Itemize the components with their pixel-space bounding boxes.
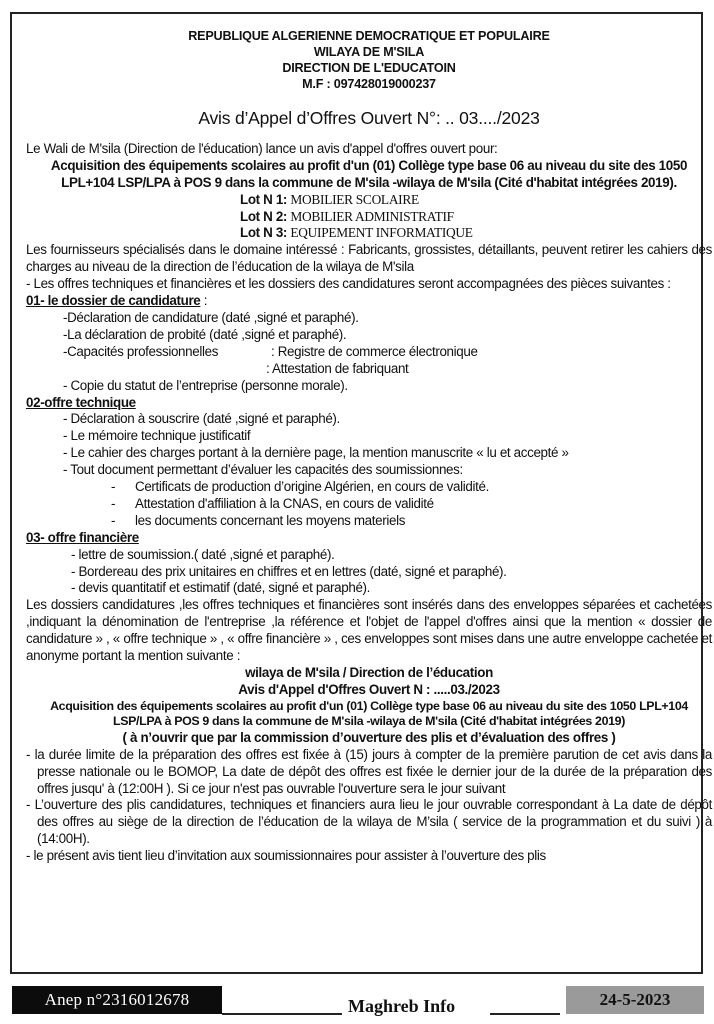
section-heading: 01- le dossier de candidature [26, 293, 201, 309]
lot-3 [26, 225, 712, 242]
list-item: - Bordereau des prix unitaires en chiffres et en lettres (daté, signé et paraphé). [71, 563, 507, 579]
colon: : [200, 293, 208, 309]
list-item: - Le cahier des charges portant à la dernière page, la mention manuscrite « lu et accepté » [63, 445, 569, 461]
header-line: M.F : 097428019000237 [302, 77, 436, 91]
term-deadline: - la durée limite de la préparation des offres est fixée à (15) jours à compter de la première parution de cet avis dans la presse nationale ou le BOMOP, La date de dépôt des offres est fixée le dernier jour de la durée de la préparation des offres jusqu' à (12:00H ). Si ce jour n'est pas ouvrable l'ouverture sera le jour suivant [26, 746, 712, 796]
lot-2 [26, 209, 712, 226]
header-line: REPUBLIQUE ALGERIENNE DEMOCRATIQUE ET POPULAIRE [188, 29, 550, 43]
mention-line-1: wilaya de M'sila / Direction de l’éducation [245, 665, 493, 680]
dash: - [111, 495, 116, 511]
lot-label: Lot N 2: [240, 208, 288, 224]
lot-1 [26, 192, 712, 209]
sub-list-item [26, 496, 712, 513]
publication-date: 24-5-2023 [566, 986, 704, 1014]
sub-item-text: les documents concernant les moyens materiels [135, 512, 406, 528]
mention-line-2: Avis d'Appel d'Offres Ouvert N : .....03./2023 [238, 681, 500, 697]
sub-item-text: Attestation d'affiliation à la CNAS, en cours de validité [135, 495, 434, 511]
intro: Le Wali de M'sila (Direction de l'éducation) lance un avis d'appel d'offres ouvert pour: [26, 140, 498, 156]
list-item: - Le mémoire technique justificatif [63, 428, 251, 444]
header-line: WILAYA DE M'SILA [313, 45, 425, 59]
section-technical-heading: 02-offre technique [26, 394, 136, 410]
list-item: - Déclaration à souscrire (daté ,signé et paraphé). [63, 411, 340, 427]
capacities-value: : Registre de commerce électronique [271, 343, 478, 359]
mention-notice: ( à n’ouvrir que par la commission d’ouverture des plis et d’évaluation des offres ) [122, 729, 616, 745]
footer [0, 984, 714, 1024]
dash: - [111, 512, 116, 528]
header [26, 28, 712, 92]
lot-label: Lot N 1: [240, 191, 288, 207]
list-item [26, 344, 712, 361]
header-line: DIRECTION DE L'EDUCATOIN [282, 61, 456, 75]
section-candidature-heading [26, 293, 712, 310]
list-item: - lettre de soumission.( daté ,signé et paraphé). [71, 546, 335, 562]
lot-value: EQUIPEMENT INFORMATIQUE [290, 225, 473, 241]
lot-value: MOBILIER SCOLAIRE [290, 191, 419, 207]
notice-frame [10, 12, 712, 974]
publication-name: Maghreb Info [348, 996, 456, 1016]
sub-list-item [26, 513, 712, 530]
lot-value: MOBILIER ADMINISTRATIF [290, 208, 454, 224]
sub-list-item [26, 479, 712, 496]
sub-item-text: Certificats de production d’origine Algérien, en cours de validité. [135, 479, 489, 495]
term-invitation: - le présent avis tient lieu d’invitation aux soumissionnaires pour assister à l’ouverture des plis [26, 848, 546, 864]
mention-object: Acquisition des équipements scolaires au profit d'un (01) Collège type base 06 au niveau du site des 1050 LPL+104 LSP/LPA à POS 9 dans la commune de M'sila -wilaya de M'sila (Cité d'habitat intégrées 2019) [50, 698, 688, 729]
suppliers-paragraph: Les fournisseurs spécialisés dans le domaine intéressé : Fabricants, grossistes, détaillants, peuvent retirer les cahiers des charges au niveau de la direction de l’éducation de la wilaya de M'sila [26, 242, 712, 275]
capacities-label: -Capacités professionnelles [63, 343, 219, 359]
notice-title: Avis d’Appel d’Offres Ouvert N°: .. 03..../2023 [198, 108, 540, 128]
term-opening: - L’ouverture des plis candidatures, techniques et financiers aura lieu le jour ouvrable correspondant à La date de dépôt des offres au siège de la direction de l’éducation de la wilaya de M’sila ( service de la programmation et du suivi ) à (14:00H). [26, 797, 712, 847]
notice-body [26, 20, 712, 865]
offers-intro: - Les offres techniques et financières et les dossiers des candidatures seront accompagnées des pièces suivantes : [26, 276, 671, 292]
section-financial-heading: 03- offre financière [26, 529, 139, 545]
list-item: -Déclaration de candidature (daté ,signé et paraphé). [63, 309, 359, 325]
anep-reference: Anep n°2316012678 [12, 986, 222, 1014]
divider [490, 1013, 560, 1015]
envelopes-paragraph: Les dossiers candidatures ,les offres techniques et financières sont insérés dans des enveloppes séparées et cachetées ,indiquant la dénomination de l'entreprise ,la référence et l'objet de l'appel d'offres ainsi que la mention « dossier de candidature » , « offre technique » , « offre financière » , ces enveloppes sont mises dans une autre enveloppe cachetée et anonyme portant la mention suivante : [26, 597, 712, 664]
list-item: -La déclaration de probité (daté ,signé et paraphé). [63, 326, 347, 342]
list-item: - Tout document permettant d’évaluer les capacités des soumissionnes: [63, 462, 463, 478]
lot-label: Lot N 3: [240, 225, 288, 241]
capacities-value: : Attestation de fabriquant [266, 360, 409, 376]
dash: - [111, 479, 116, 495]
object: Acquisition des équipements scolaires au profit d'un (01) Collège type base 06 au niveau du site des 1050 LPL+104 LSP/LPA à POS 9 dans la commune de M'sila -wilaya de M'sila (Cité d'habitat intégrées 2019). [50, 157, 688, 190]
divider [222, 1013, 342, 1015]
list-item: - devis quantitatif et estimatif (daté, signé et paraphé). [71, 580, 371, 596]
list-item: - Copie du statut de l’entreprise (personne morale). [63, 377, 348, 393]
